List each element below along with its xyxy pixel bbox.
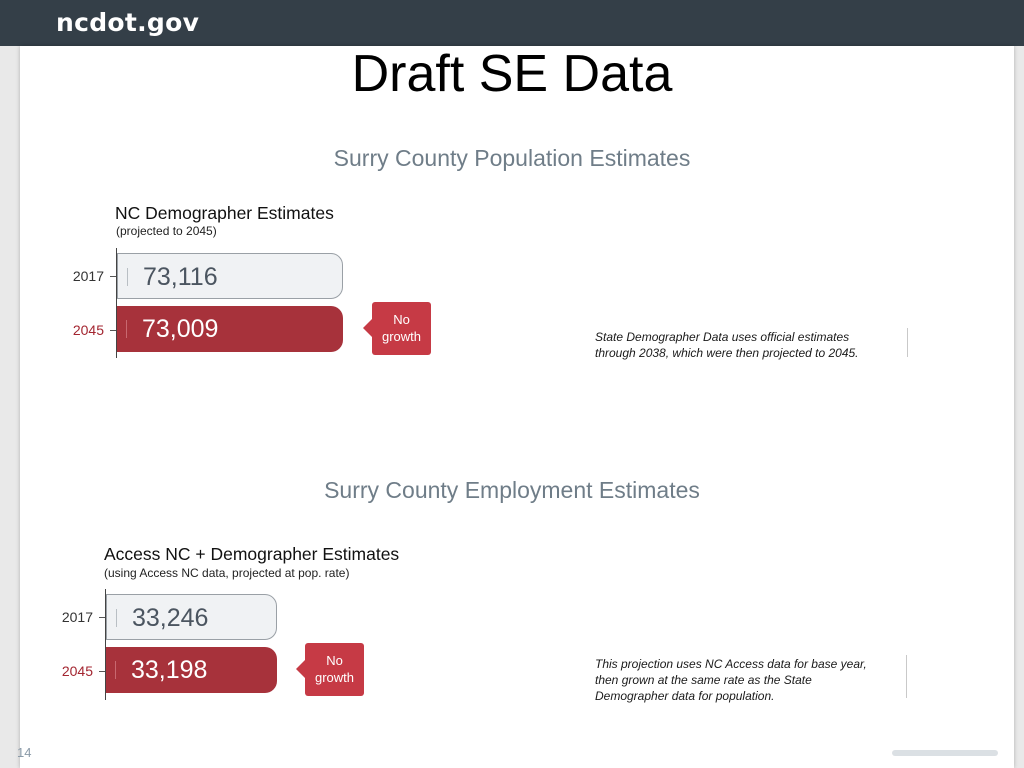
employment-value-2017: 33,246 bbox=[132, 604, 209, 632]
ncdot-logo[interactable]: ncdot.gov bbox=[56, 8, 200, 37]
employment-chart-subtitle: (using Access NC data, projected at pop. rate) bbox=[104, 566, 350, 580]
employment-tick-2045 bbox=[99, 671, 105, 672]
callout-line-1: No bbox=[393, 312, 410, 327]
population-note-line-2: through 2038, which were then projected to 2045. bbox=[595, 346, 859, 360]
callout-line-1: No bbox=[326, 653, 343, 668]
population-year-2045: 2045 bbox=[72, 322, 104, 338]
employment-note-line-3: Demographer data for population. bbox=[595, 689, 775, 703]
callout-line-2: growth bbox=[314, 670, 355, 685]
employment-note bbox=[595, 655, 907, 703]
population-bar-2017 bbox=[117, 253, 343, 299]
slide-number: 14 bbox=[17, 745, 32, 760]
employment-section-title: Surry County Employment Estimates bbox=[324, 477, 700, 503]
bar-divider bbox=[126, 320, 127, 338]
population-value-2045: 73,009 bbox=[142, 315, 219, 343]
population-chart-subtitle: (projected to 2045) bbox=[116, 224, 217, 238]
employment-note-line-2: then grown at the same rate as the State bbox=[595, 673, 812, 687]
bar-divider bbox=[116, 609, 117, 627]
callout-line-2: growth bbox=[381, 329, 422, 344]
population-value-2017: 73,116 bbox=[143, 263, 218, 291]
employment-year-2017: 2017 bbox=[61, 609, 93, 625]
population-chart-title: NC Demographer Estimates bbox=[115, 203, 334, 223]
site-header bbox=[0, 0, 1024, 46]
population-note-line-1: State Demographer Data uses official estimates bbox=[595, 330, 850, 344]
employment-no-growth-callout bbox=[305, 643, 364, 696]
population-tick-2017 bbox=[110, 276, 116, 277]
bar-divider bbox=[127, 268, 128, 286]
employment-year-2045: 2045 bbox=[61, 663, 93, 679]
footer-watermark-icon bbox=[890, 746, 1000, 760]
population-section-title: Surry County Population Estimates bbox=[333, 145, 691, 171]
employment-bar-2017 bbox=[106, 594, 277, 640]
population-no-growth-callout bbox=[372, 302, 431, 355]
employment-chart-title: Access NC + Demographer Estimates bbox=[104, 544, 400, 564]
employment-bar-2045 bbox=[106, 647, 277, 693]
population-tick-2045 bbox=[110, 330, 116, 331]
employment-value-2045: 33,198 bbox=[131, 656, 208, 684]
population-bar-2045 bbox=[117, 306, 343, 352]
employment-note-line-1: This projection uses NC Access data for base year, bbox=[595, 657, 867, 671]
population-note bbox=[595, 328, 908, 360]
bar-divider bbox=[115, 661, 116, 679]
employment-tick-2017 bbox=[99, 617, 105, 618]
slide-title: Draft SE Data bbox=[351, 45, 673, 103]
population-year-2017: 2017 bbox=[72, 268, 104, 284]
